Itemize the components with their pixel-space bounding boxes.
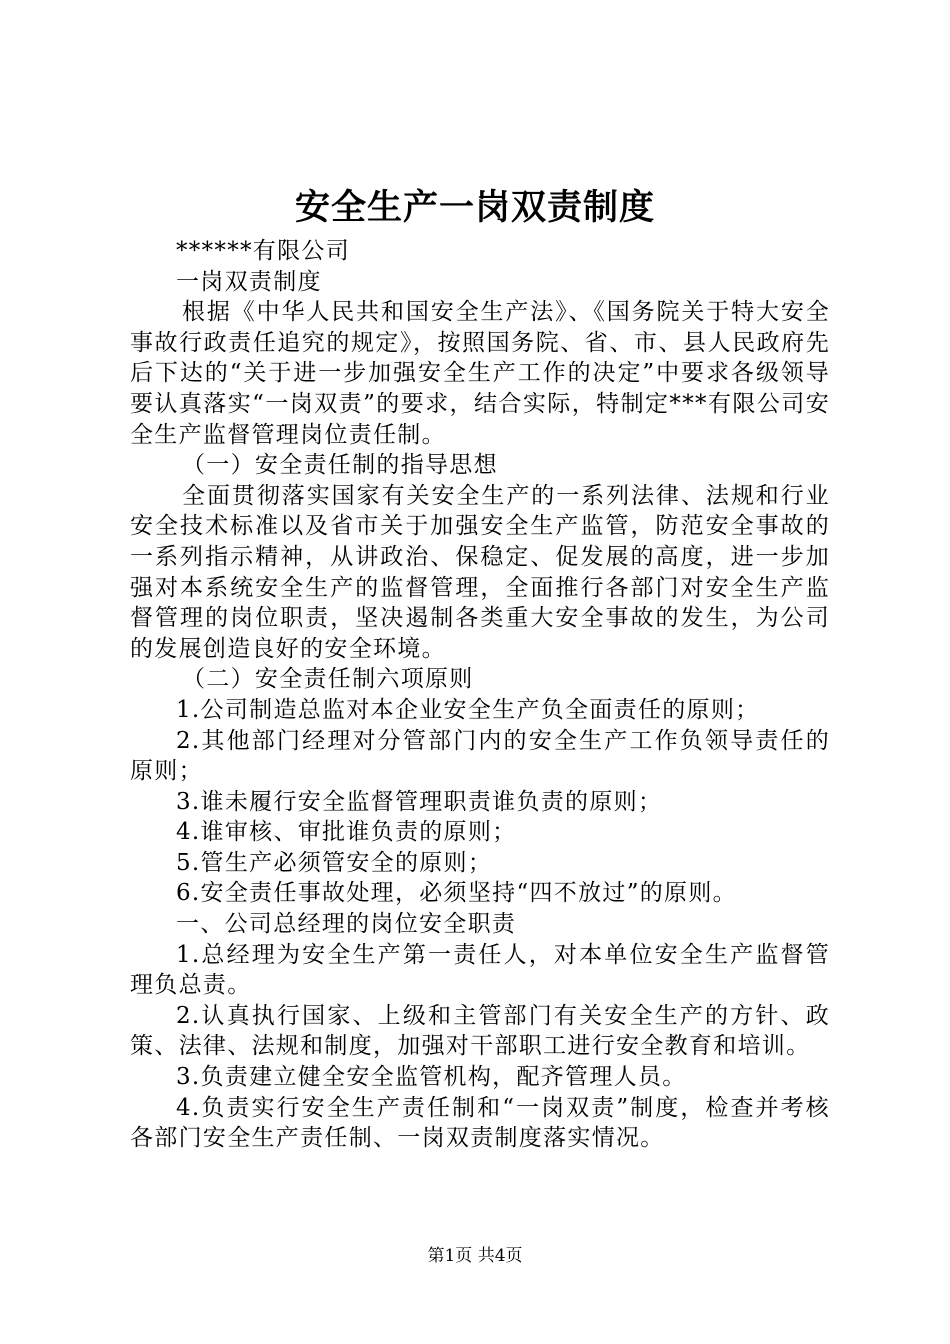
principle-item: 3.谁未履行安全监督管理职责谁负责的原则； — [176, 788, 663, 815]
duty-item: 3.负责建立健全安全监管机构，配齐管理人员。 — [176, 1064, 687, 1091]
duty-item: 2.认真执行国家、上级和主管部门有关安全生产的方针、政策、法律、法规和制度，加强对干部职工进行安全教育和培训。 — [130, 1002, 830, 1060]
company-name-line: ******有限公司 — [176, 238, 350, 264]
document-subtitle: 一岗双责制度 — [176, 268, 322, 295]
guiding-ideology-paragraph: 全面贯彻落实国家有关安全生产的一系列法律、法规和行业安全技术标准以及省市关于加强安全生产监管，防范安全事故的一系列指示精神，从讲政治、保稳定、促发展的高度，进一步加强对本系统安全生产的监督管理，全面推行各部门对安全生产监督管理的岗位职责，坚决遏制各类重大安全事故的发生，为公司的发展创造良好的安全环境。 — [130, 482, 830, 662]
section-heading-six-principles: （二）安全责任制六项原则 — [182, 666, 474, 693]
duty-item: 4.负责实行安全生产责任制和“一岗双责”制度，检查并考核各部门安全生产责任制、一岗双责制度落实情况。 — [130, 1094, 830, 1152]
principle-item: 2.其他部门经理对分管部门内的安全生产工作负领导责任的原则； — [130, 727, 830, 785]
document-title: 安全生产一岗双责制度 — [294, 187, 655, 228]
intro-paragraph: 根据《中华人民共和国安全生产法》、《国务院关于特大安全事故行政责任追究的规定》，按照国务院、省、市、县人民政府先后下达的“关于进一步加强安全生产工作的决定”中要求各级领导要认真落实“一岗双责”的要求，结合实际，特制定***有限公司安全生产监督管理岗位责任制。 — [130, 299, 830, 448]
principle-item: 1.公司制造总监对本企业安全生产负全面责任的原则； — [176, 696, 760, 723]
principle-item: 4.谁审核、审批谁负责的原则； — [176, 819, 517, 846]
document-body — [130, 236, 830, 1154]
page-footer: 第1页 共4页 — [427, 1246, 523, 1266]
duty-item: 1.总经理为安全生产第一责任人，对本单位安全生产监督管理负总责。 — [130, 941, 830, 999]
section-heading-guiding-ideology: （一）安全责任制的指导思想 — [182, 452, 498, 479]
principle-item: 6.安全责任事故处理，必须坚持“四不放过”的原则。 — [176, 880, 737, 907]
section-heading-gm-duties: 一、公司总经理的岗位安全职责 — [176, 911, 517, 938]
principle-item: 5.管生产必须管安全的原则； — [176, 849, 493, 876]
